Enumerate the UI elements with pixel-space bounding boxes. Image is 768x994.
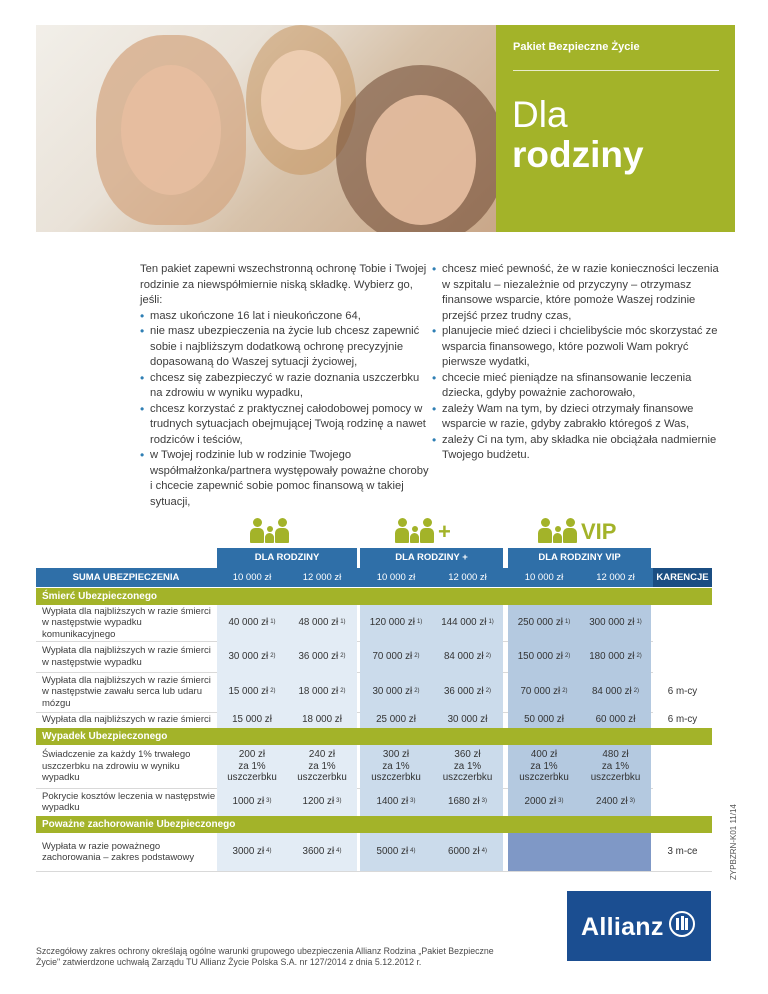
table-row bbox=[36, 641, 712, 673]
family-icon-basic bbox=[250, 507, 290, 543]
plan-header-plus: DLA RODZINY + bbox=[360, 548, 503, 568]
table-cell: 2400 zł 3) bbox=[580, 788, 651, 816]
karencje-header: KARENCJE bbox=[653, 568, 712, 587]
row-label: Wypłata dla najbliższych w razie śmierci w następstwie zawału serca lub udaru mózgu bbox=[42, 674, 211, 709]
table-cell: 240 zł za 1% uszczerbku bbox=[287, 745, 357, 788]
table-cell: 60 000 zł bbox=[580, 712, 651, 728]
table-cell: 84 000 zł 2) bbox=[432, 641, 503, 672]
package-name: Pakiet Bezpieczne Życie bbox=[513, 41, 640, 53]
table-cell: 150 000 zł 2) bbox=[508, 641, 580, 672]
table-cell: 1400 zł 3) bbox=[360, 788, 432, 816]
table-cell: 36 000 zł 2) bbox=[287, 641, 357, 672]
table-cell: 30 000 zł 2) bbox=[217, 641, 287, 672]
table-cell: 250 000 zł 1) bbox=[508, 605, 580, 641]
row-label: Świadczenie za każdy 1% trwałego uszczerbku na zdrowiu w wyniku wypadku bbox=[42, 749, 191, 784]
intro-right-column bbox=[432, 262, 722, 464]
row-label: Wypłata dla najbliższych w razie śmierci bbox=[42, 714, 211, 726]
table-cell: 360 zł za 1% uszczerbku bbox=[432, 745, 503, 788]
plan-header-vip: DLA RODZINY VIP bbox=[508, 548, 651, 568]
allianz-logo bbox=[567, 891, 711, 961]
table-cell: 6000 zł 4) bbox=[432, 833, 503, 871]
table-cell: 30 000 zł bbox=[432, 712, 503, 728]
title-panel bbox=[496, 25, 735, 232]
plan-header-basic: DLA RODZINY bbox=[217, 548, 357, 568]
karencja-cell bbox=[653, 605, 712, 641]
karencja-cell: 6 m-cy bbox=[653, 672, 712, 712]
family-vip-icon bbox=[538, 507, 616, 543]
section-death: Śmierć Ubezpieczonego bbox=[36, 588, 712, 605]
list-item: • w Twojej rodzinie lub w rodzinie Twojego współmałżonka/partnera występowały poważne choroby i chcecie zapewnić sobie pomoc finansową w takiej sytuacji, bbox=[140, 448, 430, 510]
table-cell: 180 000 zł 2) bbox=[580, 641, 651, 672]
table-cell: 480 zł za 1% uszczerbku bbox=[580, 745, 651, 788]
row-label: Wypłata dla najbliższych w razie śmierci w następstwie wypadku bbox=[42, 645, 211, 668]
table-cell: 400 zł za 1% uszczerbku bbox=[508, 745, 580, 788]
document-code: ZYPBZRN-K01 11/14 bbox=[729, 804, 738, 880]
list-item: • zależy Wam na tym, by dzieci otrzymały finansowe wsparcie w razie, gdyby zabrakło któregoś z Was, bbox=[432, 402, 722, 433]
bullet-list-right bbox=[432, 262, 722, 464]
table-cell: 2000 zł 3) bbox=[508, 788, 580, 816]
vip-label: VIP bbox=[581, 519, 617, 544]
table-cell: 200 zł za 1% uszczerbku bbox=[217, 745, 287, 788]
amount-cell: 12 000 zł bbox=[302, 572, 342, 583]
list-item: • chcesz korzystać z praktycznej całodobowej pomocy w trudnych sytuacjach obejmującej Twoją rodzinę a nawet rodziców i teściów, bbox=[140, 402, 430, 449]
table-row bbox=[36, 712, 712, 729]
intro-lead: Ten pakiet zapewni wszechstronną ochronę Tobie i Twojej rodzinie za niewspółmiernie niską składkę. Wybierz go, jeśli: bbox=[140, 263, 427, 306]
table-cell: 300 000 zł 1) bbox=[580, 605, 651, 641]
table-cell: 300 zł za 1% uszczerbku bbox=[360, 745, 432, 788]
family-plus-icon bbox=[395, 507, 451, 543]
table-cell: 120 000 zł 1) bbox=[360, 605, 432, 641]
table-row bbox=[36, 745, 712, 789]
row-label: Wypłata dla najbliższych w razie śmierci w następstwie wypadku komunikacyjnego bbox=[42, 605, 211, 640]
section-accident: Wypadek Ubezpieczonego bbox=[36, 728, 712, 745]
list-item: • nie masz ubezpieczenia na życie lub chcesz zapewnić sobie i najbliższym dodatkową ochronę precyzyjnie dopasowaną do Waszej sytuacji życiowej, bbox=[140, 324, 430, 371]
amount-cell: 12 000 zł bbox=[448, 572, 487, 583]
bullet-list-left bbox=[140, 309, 430, 511]
table-row bbox=[36, 672, 712, 713]
table-cell: 36 000 zł 2) bbox=[432, 672, 503, 712]
hero-photo bbox=[36, 25, 496, 232]
table-cell: 15 000 zł 2) bbox=[217, 672, 287, 712]
table-row bbox=[36, 788, 712, 817]
list-item: • chcesz mieć pewność, że w razie konieczności leczenia w szpitalu – niezależnie od przyczyny – otrzymasz finansowe wsparcie, które pomoże Waszej rodzinie przejść przez trudny czas, bbox=[432, 262, 722, 324]
list-item: • masz ukończone 16 lat i nieukończone 64, bbox=[140, 309, 430, 325]
list-item: • chcesz się zabezpieczyć w razie doznania uszczerbku na zdrowiu w wyniku wypadku, bbox=[140, 371, 430, 402]
section-illness: Poważne zachorowanie Ubezpieczonego bbox=[36, 816, 712, 833]
table-cell: 1200 zł 3) bbox=[287, 788, 357, 816]
table-cell: 84 000 zł 2) bbox=[580, 672, 651, 712]
amount-cell: 10 000 zł bbox=[232, 572, 272, 583]
table-cell: 40 000 zł 1) bbox=[217, 605, 287, 641]
list-item: • planujecie mieć dzieci i chcielibyście móc skorzystać ze wsparcia finansowego, które pozwoli Wam pokryć pierwsze wydatki, bbox=[432, 324, 722, 371]
table-cell: 30 000 zł 2) bbox=[360, 672, 432, 712]
table-cell: 18 000 zł 2) bbox=[287, 672, 357, 712]
karencja-cell: 6 m-cy bbox=[653, 712, 712, 728]
divider bbox=[513, 70, 719, 71]
karencja-cell bbox=[653, 788, 712, 816]
intro-left-column bbox=[140, 262, 430, 510]
table-cell: 70 000 zł 2) bbox=[508, 672, 580, 712]
table-cell: 18 000 zł bbox=[287, 712, 357, 728]
amount-cell: 10 000 zł bbox=[376, 572, 416, 583]
table-cell: 144 000 zł 1) bbox=[432, 605, 503, 641]
allianz-eagle-icon bbox=[669, 911, 695, 937]
table-cell bbox=[508, 833, 580, 871]
sum-label: SUMA UBEZPIECZENIA bbox=[72, 572, 180, 583]
table-row bbox=[36, 605, 712, 642]
amount-cell: 10 000 zł bbox=[524, 572, 564, 583]
table-cell: 70 000 zł 2) bbox=[360, 641, 432, 672]
table-cell: 25 000 zł bbox=[360, 712, 432, 728]
karencja-cell bbox=[653, 641, 712, 672]
table-cell: 1000 zł 3) bbox=[217, 788, 287, 816]
title-line-2: rodziny bbox=[512, 134, 644, 175]
table-cell: 3600 zł 4) bbox=[287, 833, 357, 871]
table-cell: 48 000 zł 1) bbox=[287, 605, 357, 641]
row-label: Pokrycie kosztów leczenia w następstwie wypadku bbox=[42, 790, 216, 813]
row-label: Wypłata w razie poważnego zachorowania – zakres podstawowy bbox=[42, 840, 195, 863]
amount-cell: 12 000 zł bbox=[596, 572, 635, 583]
title-line-1: Dla bbox=[512, 94, 568, 135]
plus-icon: + bbox=[438, 519, 451, 544]
karencja-cell: 3 m-ce bbox=[653, 833, 712, 871]
karencja-cell bbox=[653, 745, 712, 788]
list-item: • zależy Ci na tym, aby składka nie obciążała nadmiernie Twojego budżetu. bbox=[432, 433, 722, 464]
table-cell bbox=[580, 833, 651, 871]
list-item: • chcecie mieć pieniądze na sfinansowanie leczenia dziecka, gdyby poważnie zachorowało, bbox=[432, 371, 722, 402]
table-cell: 15 000 zł bbox=[217, 712, 287, 728]
table-cell: 50 000 zł bbox=[508, 712, 580, 728]
table-row bbox=[36, 833, 712, 872]
table-cell: 1680 zł 3) bbox=[432, 788, 503, 816]
table-cell: 3000 zł 4) bbox=[217, 833, 287, 871]
table-cell: 5000 zł 4) bbox=[360, 833, 432, 871]
footer-note: Szczegółowy zakres ochrony określają ogólne warunki grupowego ubezpieczenia Allianz Rodzina „Pakiet Bezpieczne Życie" zatwierdzone uchwałą Zarządu TU Allianz Życie Polska S.A. nr 127/2014 z dnia 5.12.2012 r. bbox=[36, 946, 494, 967]
logo-text: Allianz bbox=[581, 913, 664, 941]
